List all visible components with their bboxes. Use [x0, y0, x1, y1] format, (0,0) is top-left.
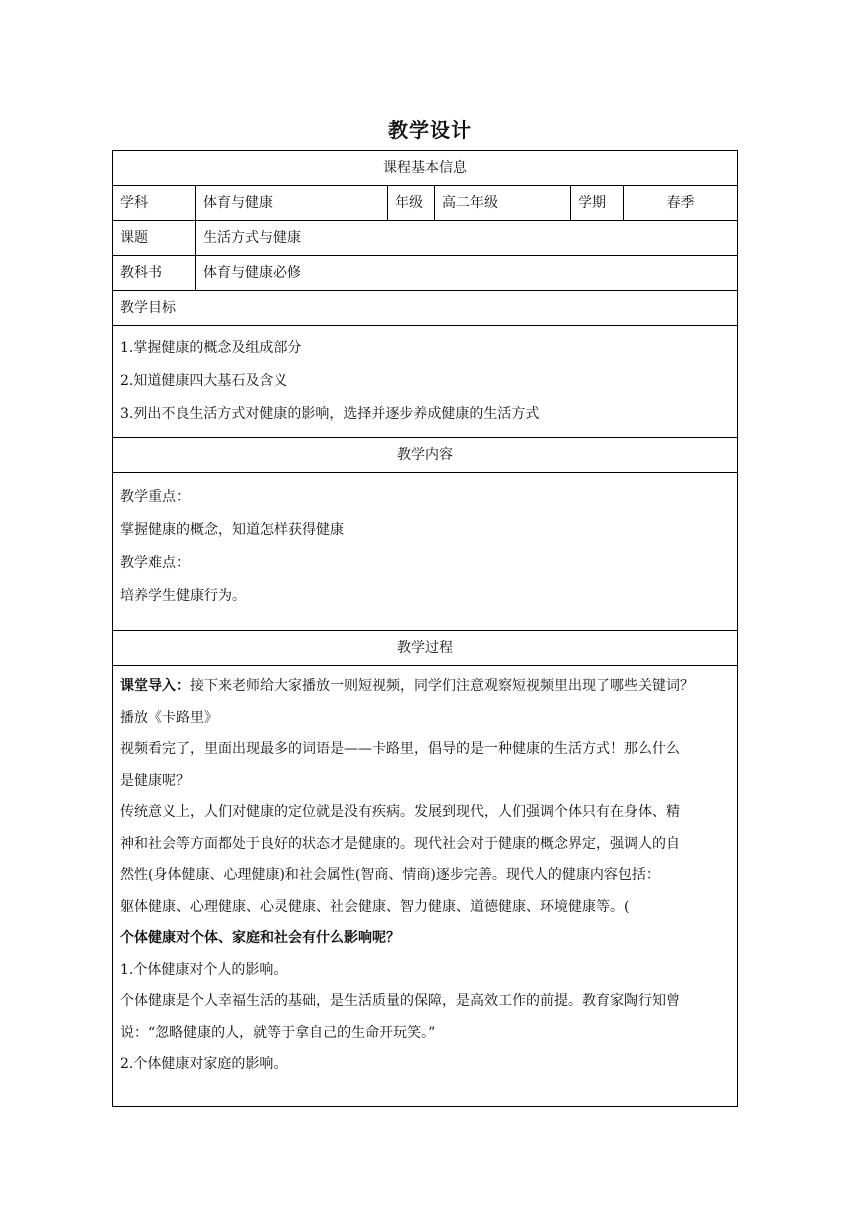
topic-label: 课题 — [113, 221, 196, 256]
objective-item: 2.知道健康四大基石及含义 — [120, 373, 288, 389]
objectives-cell — [113, 326, 738, 438]
process-row — [113, 666, 738, 1107]
intro-label: 课堂导入： — [120, 678, 190, 694]
subject-row — [113, 186, 738, 221]
process-line: 个体健康是个人幸福生活的基础，是生活质量的保障，是高效工作的前提。教育家陶行知曾 — [120, 993, 680, 1009]
intro-text: 接下来老师给大家播放一则短视频，同学们注意观察短视频里出现了哪些关键词？ — [190, 678, 694, 694]
key-point-text: 掌握健康的概念，知道怎样获得健康 — [120, 522, 344, 538]
process-header: 教学过程 — [113, 631, 738, 666]
process-line: 2.个体健康对家庭的影响。 — [120, 1056, 288, 1072]
process-line: 躯体健康、心理健康、心灵健康、社会健康、智力健康、道德健康、环境健康等。( — [120, 898, 630, 915]
content-header: 教学内容 — [113, 438, 738, 473]
process-cell — [113, 666, 738, 1107]
process-line: 播放《卡路里》 — [120, 709, 218, 726]
subject-value: 体育与健康 — [196, 186, 388, 221]
term-label: 学期 — [571, 186, 624, 221]
textbook-row — [113, 256, 738, 291]
objective-item: 3.列出不良生活方式对健康的影响，选择并逐步养成健康的生活方式 — [120, 406, 540, 422]
topic-row — [113, 221, 738, 256]
objective-item: 1.掌握健康的概念及组成部分 — [120, 340, 302, 356]
process-intro — [120, 671, 730, 703]
content-row — [113, 473, 738, 631]
process-header-row — [113, 631, 738, 666]
grade-value: 高二年级 — [435, 186, 571, 221]
difficulty-label: 教学难点： — [120, 555, 190, 571]
content-header-row — [113, 438, 738, 473]
objectives-header-row — [113, 291, 738, 326]
page-title: 教学设计 — [388, 118, 472, 142]
info-header: 课程基本信息 — [113, 151, 738, 186]
process-line: 然性(身体健康、心理健康)和社会属性(智商、情商)逐步完善。现代人的健康内容包括： — [120, 867, 660, 883]
objectives-row — [113, 326, 738, 438]
objectives-header: 教学目标 — [113, 291, 738, 326]
textbook-label: 教科书 — [113, 256, 196, 291]
textbook-value: 体育与健康必修 — [196, 256, 738, 291]
lesson-plan-table — [112, 150, 738, 1107]
info-header-row — [113, 151, 738, 186]
difficulty-text: 培养学生健康行为。 — [120, 588, 246, 604]
topic-value: 生活方式与健康 — [196, 221, 738, 256]
process-line: 说：“忽略健康的人，就等于拿自己的生命开玩笑。” — [120, 1024, 436, 1041]
content-cell — [113, 473, 738, 631]
process-line: 是健康呢？ — [120, 772, 190, 789]
key-point-label: 教学重点： — [120, 489, 190, 505]
process-line: 传统意义上，人们对健康的定位就是没有疾病。发展到现代，人们强调个体只有在身体、精 — [120, 804, 680, 820]
process-line: 视频看完了，里面出现最多的词语是——卡路里，倡导的是一种健康的生活方式！那么什么 — [120, 741, 680, 757]
grade-label: 年级 — [388, 186, 435, 221]
process-line: 神和社会等方面都处于良好的状态才是健康的。现代社会对于健康的概念界定，强调人的自 — [120, 835, 680, 852]
process-question: 个体健康对个体、家庭和社会有什么影响呢？ — [120, 930, 400, 946]
subject-label: 学科 — [113, 186, 196, 221]
process-line: 1.个体健康对个人的影响。 — [120, 961, 288, 978]
term-value: 春季 — [624, 186, 738, 221]
